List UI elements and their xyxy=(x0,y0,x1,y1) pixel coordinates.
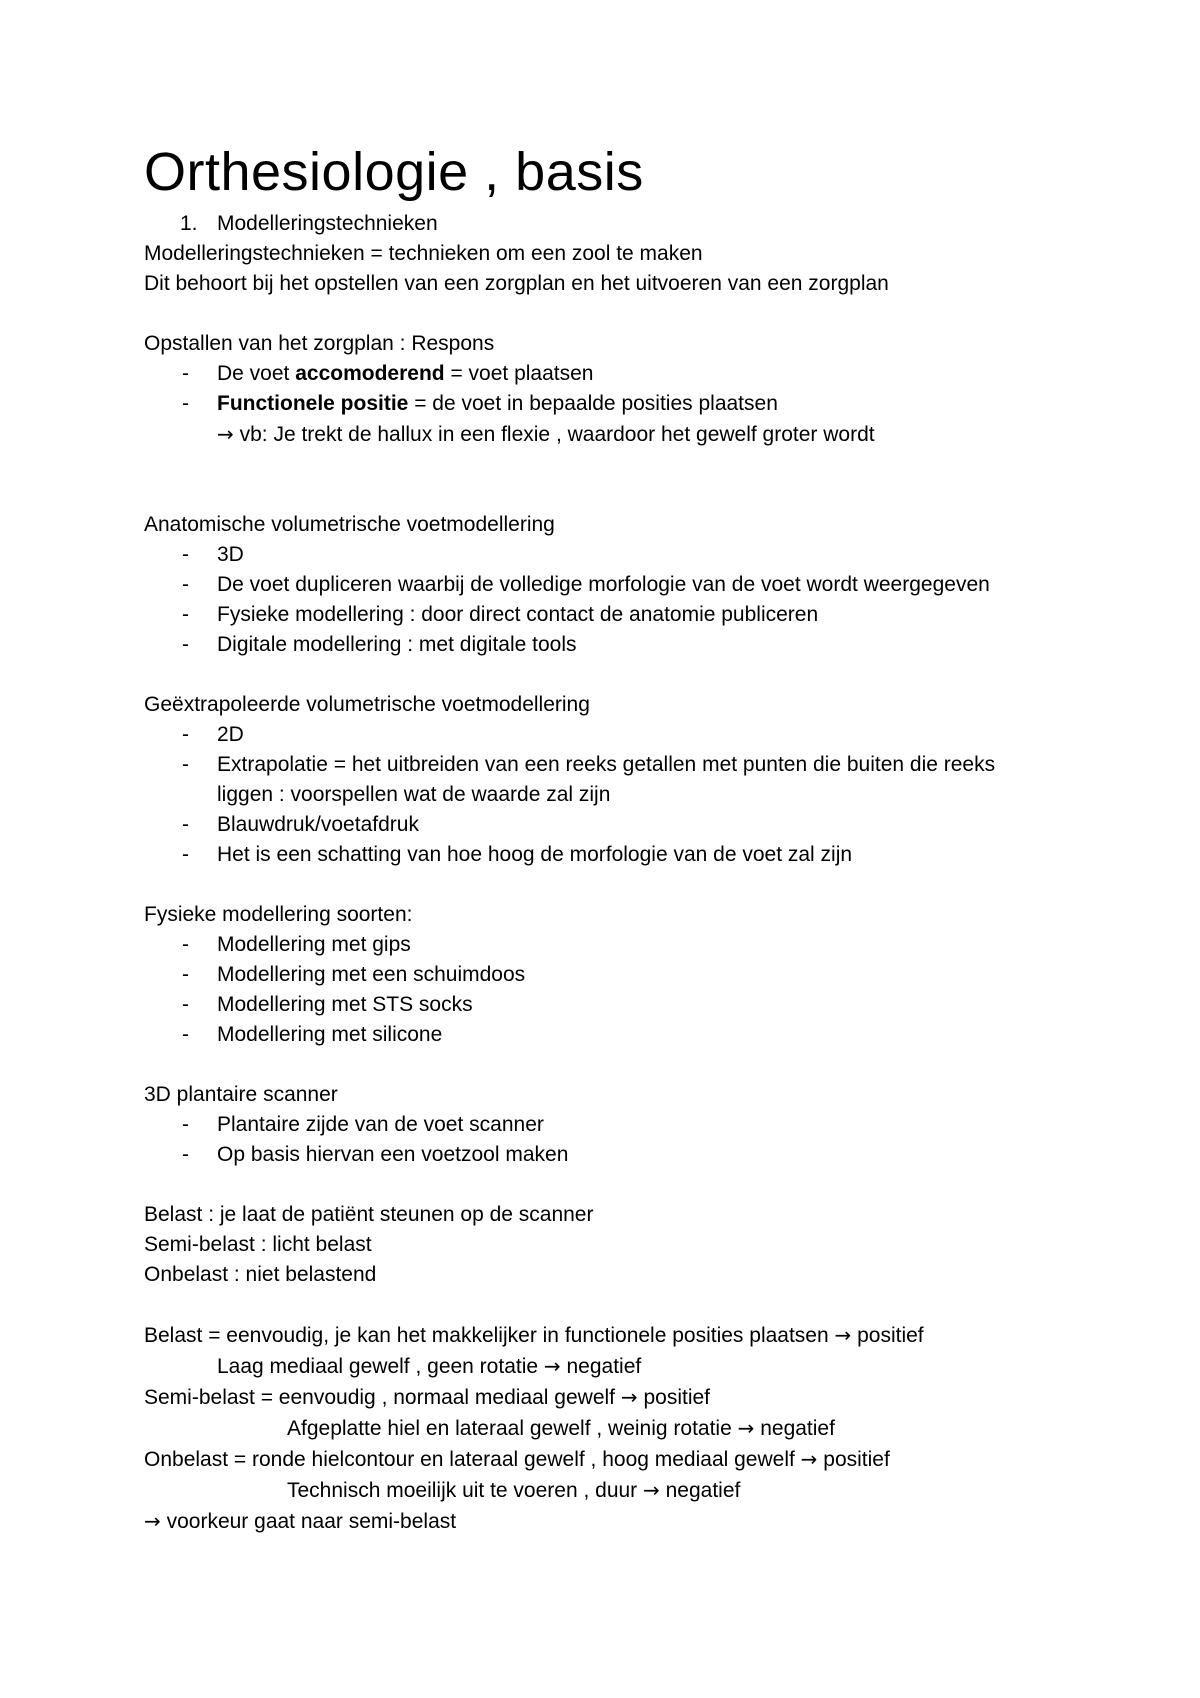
list-item-text: Digitale modellering : met digitale tools xyxy=(217,633,577,656)
fysieke-heading: Fysieke modellering soorten: xyxy=(144,903,413,926)
dash-bullet: - xyxy=(182,933,189,956)
dash-bullet: - xyxy=(182,723,189,746)
list-item xyxy=(144,389,1064,419)
text-segment: negatief xyxy=(560,1355,642,1378)
onbelast-definition: Onbelast : niet belastend xyxy=(144,1263,377,1286)
list-item xyxy=(144,540,1064,570)
list-item xyxy=(144,359,1064,389)
text-segment: Belast = eenvoudig, je kan het makkelijker in functionele posities plaatsen xyxy=(144,1324,835,1347)
list-item xyxy=(144,990,1064,1020)
spacer xyxy=(144,1290,1064,1320)
text-segment: = de voet in bepaalde posities plaatsen xyxy=(408,392,778,415)
list-item xyxy=(144,960,1064,990)
arrow-icon: → xyxy=(543,1354,561,1378)
belast-positive xyxy=(144,1320,1064,1351)
bold-term: Functionele positie xyxy=(217,392,409,415)
text-segment: Technisch moeilijk uit te voeren , duur xyxy=(287,1479,644,1502)
text-segment: voorkeur gaat naar semi-belast xyxy=(160,1510,457,1533)
dash-bullet: - xyxy=(182,362,189,385)
onbelast-negative xyxy=(144,1475,1064,1506)
dash-bullet: - xyxy=(182,963,189,986)
belast-definition: Belast : je laat de patiënt steunen op de scanner xyxy=(144,1203,594,1226)
dash-bullet: - xyxy=(182,633,189,656)
list-item xyxy=(144,720,1064,750)
anatomische-heading: Anatomische volumetrische voetmodellering xyxy=(144,513,555,536)
semi-belast-definition: Semi-belast : licht belast xyxy=(144,1233,372,1256)
list-item-text: Modellering met STS socks xyxy=(217,993,473,1016)
dash-bullet: - xyxy=(182,993,189,1016)
text-segment: negatief xyxy=(659,1479,741,1502)
text-segment: Onbelast = ronde hielcontour en lateraal gewelf , hoog mediaal gewelf xyxy=(144,1448,801,1471)
list-item-text: Het is een schatting van hoe hoog de morfologie van de voet zal zijn xyxy=(217,843,853,866)
text-segment: positief xyxy=(851,1324,924,1347)
arrow-icon: → xyxy=(144,1509,161,1533)
list-item-text: Modellering met gips xyxy=(217,933,411,956)
dash-bullet: - xyxy=(182,543,189,566)
dash-bullet: - xyxy=(182,1113,189,1136)
list-item-text: 3D xyxy=(217,543,244,566)
list-item xyxy=(144,840,1064,870)
spacer xyxy=(144,1050,1064,1080)
list-item xyxy=(144,570,1064,600)
numbered-heading xyxy=(144,209,1064,239)
text-segment: positief xyxy=(637,1386,710,1409)
context-line: Dit behoort bij het opstellen van een zorgplan en het uitvoeren van een zorgplan xyxy=(144,272,889,295)
text-segment: = voet plaatsen xyxy=(444,362,594,385)
bold-term: accomoderend xyxy=(295,362,445,385)
opstallen-heading: Opstallen van het zorgplan : Respons xyxy=(144,332,495,355)
arrow-icon: → xyxy=(834,1323,852,1347)
semi-belast-positive xyxy=(144,1382,1064,1413)
dash-bullet: - xyxy=(182,1023,189,1046)
list-number: 1. xyxy=(180,212,198,235)
spacer xyxy=(144,870,1064,900)
dash-bullet: - xyxy=(182,1143,189,1166)
list-item xyxy=(144,750,1037,810)
arrow-icon: → xyxy=(737,1416,755,1440)
scanner-heading: 3D plantaire scanner xyxy=(144,1083,338,1106)
list-item xyxy=(144,810,1064,840)
onbelast-positive xyxy=(144,1444,1064,1475)
spacer xyxy=(144,450,1064,510)
document-title: Orthesiologie , basis xyxy=(144,142,644,202)
arrow-icon: → xyxy=(800,1447,818,1471)
semi-belast-negative xyxy=(144,1413,1064,1444)
dash-bullet: - xyxy=(182,603,189,626)
arrow-icon: → xyxy=(643,1478,660,1502)
dash-bullet: - xyxy=(182,753,189,776)
list-item xyxy=(144,630,1064,660)
spacer xyxy=(144,299,1064,329)
dash-bullet: - xyxy=(182,392,189,415)
list-item-text: De voet dupliceren waarbij de volledige morfologie van de voet wordt weergegeven xyxy=(217,573,990,596)
text-segment: negatief xyxy=(754,1417,835,1440)
text-segment: Laag mediaal gewelf , geen rotatie xyxy=(217,1355,544,1378)
text-segment: vb: Je trekt de hallux in een flexie , waardoor het gewelf groter wordt xyxy=(233,423,875,446)
list-item-text: Extrapolatie = het uitbreiden van een reeks getallen met punten die buiten die reeks liggen : voorspellen wat de waarde zal zijn xyxy=(217,753,996,806)
list-item xyxy=(144,1020,1064,1050)
list-item-text: Op basis hiervan een voetzool maken xyxy=(217,1143,569,1166)
spacer xyxy=(144,1170,1064,1200)
list-item xyxy=(144,600,1064,630)
document-body xyxy=(144,140,1064,1537)
list-item xyxy=(144,930,1064,960)
dash-bullet: - xyxy=(182,573,189,596)
example-line xyxy=(144,419,1064,450)
arrow-icon: → xyxy=(217,422,234,446)
text-segment: positief xyxy=(817,1448,890,1471)
text-segment: Afgeplatte hiel en lateraal gewelf , weinig rotatie xyxy=(287,1417,738,1440)
arrow-icon: → xyxy=(620,1385,638,1409)
list-item-text: 2D xyxy=(217,723,244,746)
list-item xyxy=(144,1140,1064,1170)
text-segment: Semi-belast = eenvoudig , normaal mediaal gewelf xyxy=(144,1386,621,1409)
spacer xyxy=(144,660,1064,690)
list-item xyxy=(144,1110,1064,1140)
list-item-text: Blauwdruk/voetafdruk xyxy=(217,813,419,836)
list-item-text: Modellering met een schuimdoos xyxy=(217,963,526,986)
list-item-text: Modellering met silicone xyxy=(217,1023,443,1046)
list-item-text: Plantaire zijde van de voet scanner xyxy=(217,1113,544,1136)
list-item-text: Fysieke modellering : door direct contact de anatomie publiceren xyxy=(217,603,819,626)
geextrapoleerde-heading: Geëxtrapoleerde volumetrische voetmodellering xyxy=(144,693,590,716)
dash-bullet: - xyxy=(182,813,189,836)
text-segment: De voet xyxy=(217,362,296,385)
definition-line: Modelleringstechnieken = technieken om een zool te maken xyxy=(144,242,703,265)
conclusion-line xyxy=(144,1506,1064,1537)
belast-negative xyxy=(144,1351,1064,1382)
dash-bullet: - xyxy=(182,843,189,866)
section-heading: Modelleringstechnieken xyxy=(217,212,438,235)
